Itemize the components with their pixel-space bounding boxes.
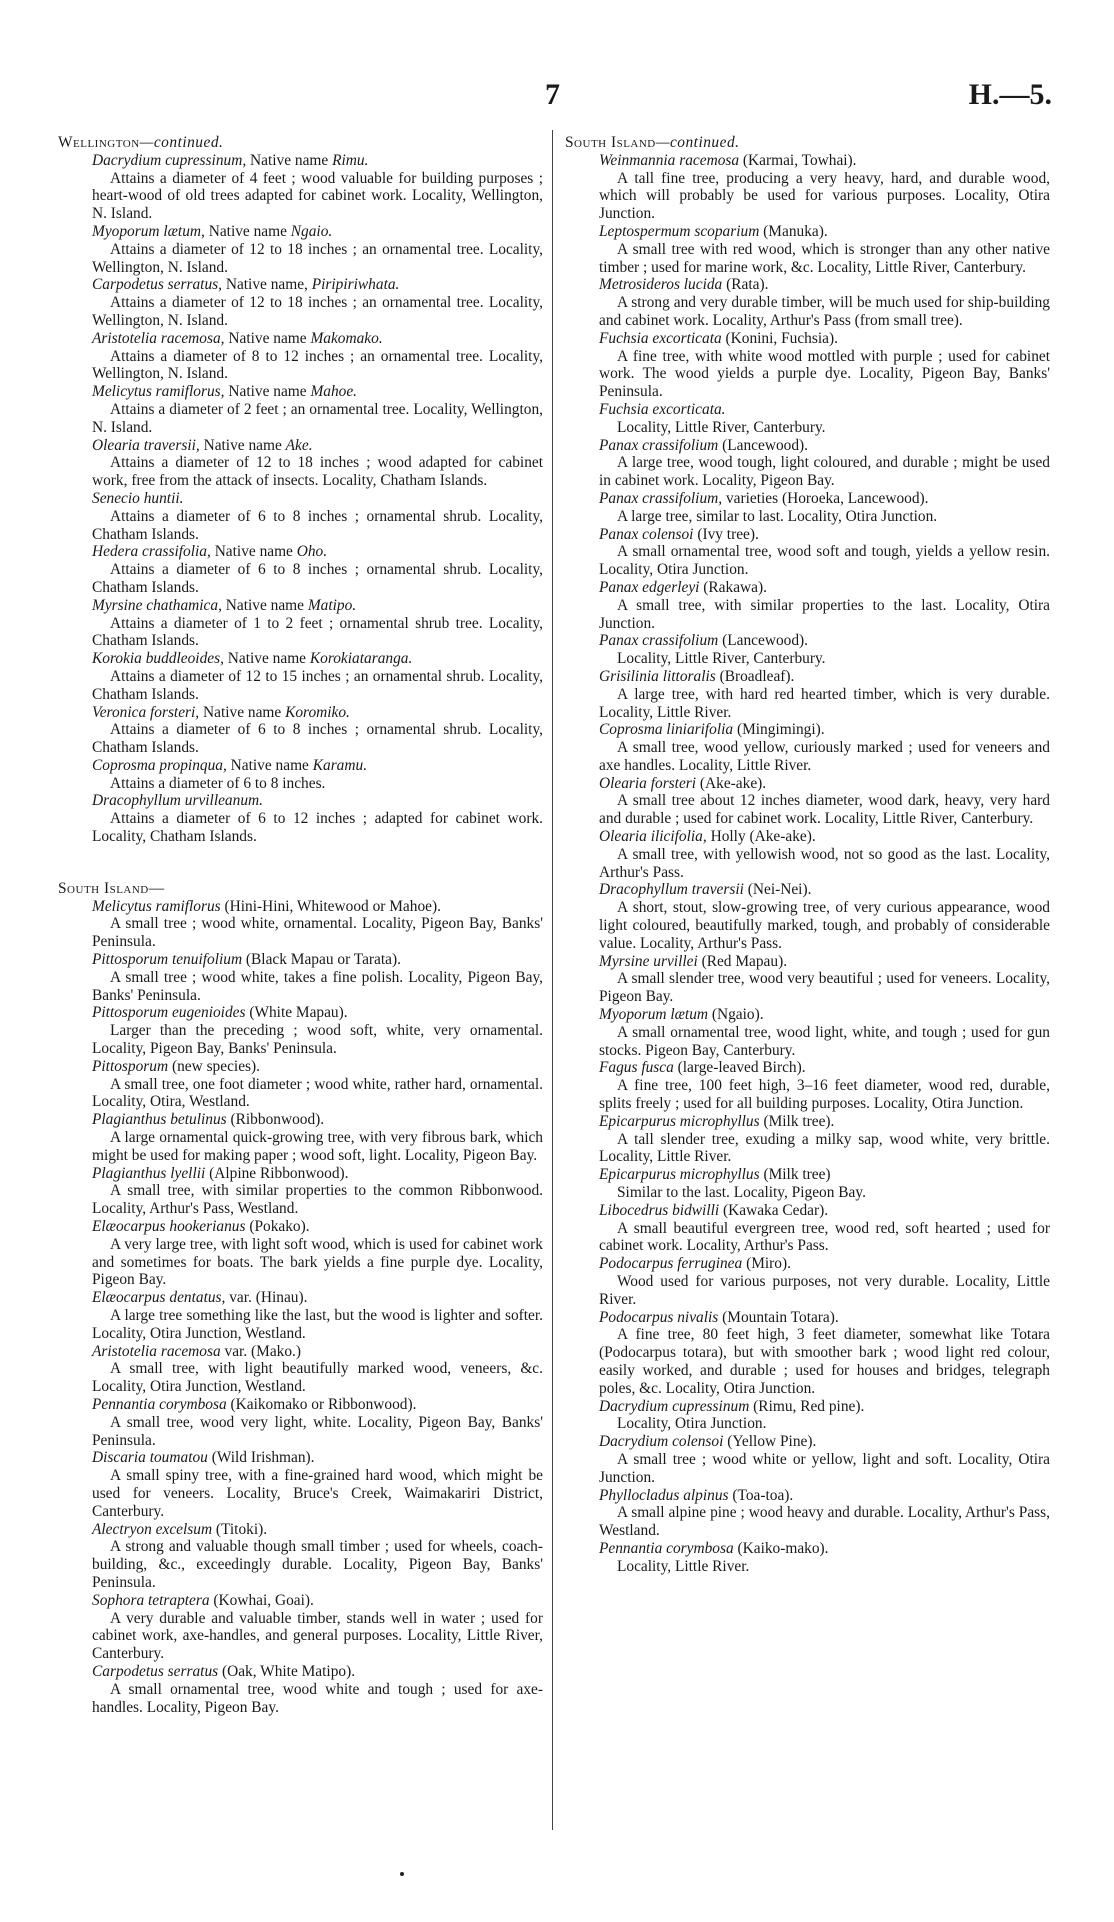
species-entry: [58, 543, 543, 596]
species-common-name: Native name: [246, 151, 333, 169]
species-native-name: Oho.: [296, 543, 328, 561]
species-latin-name: Pittosporum eugenioides: [92, 1004, 246, 1022]
species-native-name: Mahoe.: [310, 383, 358, 401]
species-latin-name: Elæocarpus dentatus,: [92, 1289, 226, 1307]
species-common-name: Native name,: [221, 276, 312, 294]
species-latin-name: Dacrydium cupressinum: [599, 1397, 750, 1415]
species-description: A small tree with red wood, which is stronger than any other native timber ; used for marine work, &c. Locality, Little River, Canterbury.: [599, 240, 1050, 276]
species-entry: [58, 1289, 543, 1342]
species-native-name: Matipo.: [307, 596, 357, 614]
species-name-line: [599, 632, 1050, 650]
species-common-name: Native name: [210, 543, 297, 561]
species-name-line: [599, 1006, 1050, 1024]
species-latin-name: Fuchsia excorticata: [599, 329, 722, 347]
species-entry: [565, 1433, 1050, 1486]
species-name-line: [92, 330, 543, 348]
species-latin-name: Weinmannia racemosa: [599, 151, 740, 169]
species-common-name: (Toa-toa).: [728, 1486, 794, 1504]
species-entry: [565, 1202, 1050, 1255]
species-description: A small ornamental tree, wood light, white, and tough ; used for gun stocks. Pigeon Bay, Canterbury.: [599, 1023, 1050, 1059]
species-description: Attains a diameter of 6 to 12 inches ; adapted for cabinet work. Locality, Chatham Islands.: [92, 810, 543, 846]
south-island-entries: [58, 898, 543, 1717]
species-description: Wood used for various purposes, not very durable. Locality, Little River.: [599, 1273, 1050, 1308]
species-entry: [58, 1663, 543, 1716]
species-latin-name: Pittosporum tenuifolium: [92, 951, 243, 969]
species-common-name: (Manuka).: [759, 222, 828, 240]
species-name-line: [92, 1004, 543, 1022]
species-common-name: (Konini, Fuchsia).: [721, 329, 838, 347]
species-latin-name: Fuchsia excorticata.: [599, 400, 726, 418]
species-name-line: [599, 881, 1050, 899]
species-description: Locality, Otira Junction.: [617, 1415, 767, 1433]
species-name-line: [599, 152, 1050, 170]
species-name-line: [92, 1165, 543, 1183]
species-common-name: Holly (Ake-ake).: [706, 828, 816, 846]
species-latin-name: Phyllocladus alpinus: [599, 1486, 729, 1504]
species-description: A small tree ; wood white, ornamental. Locality, Pigeon Bay, Banks' Peninsula.: [92, 915, 543, 951]
species-name-line: [599, 223, 1050, 241]
section-heading-south-island: South Island—: [58, 879, 165, 897]
species-name-line: [92, 757, 543, 775]
species-common-name: (Lancewood).: [718, 436, 809, 454]
species-common-name: (Nei-Nei).: [743, 881, 812, 899]
species-description: Attains a diameter of 12 to 18 inches ; wood adapted for cabinet work, free from the attack of insects. Locality, Chatham Islands.: [92, 454, 543, 490]
species-common-name: (Broadleaf).: [715, 667, 795, 685]
species-common-name: (Ribbonwood).: [226, 1111, 325, 1129]
species-native-name: Ake.: [285, 436, 313, 454]
species-name-line: [599, 276, 1050, 294]
species-common-name: (Rata).: [722, 276, 769, 294]
species-description: A small tree, with light beautifully marked wood, veneers, &c. Locality, Otira Junction, Westland.: [92, 1360, 543, 1396]
species-common-name: Native name: [223, 650, 310, 668]
species-description: A large tree something like the last, but the wood is lighter and softer. Locality, Otira Junction, Westland.: [92, 1307, 543, 1342]
species-description: Attains a diameter of 6 to 8 inches ; ornamental shrub. Locality, Chatham Islands.: [92, 561, 543, 596]
species-entry: [58, 437, 543, 490]
species-description: A small tree, wood yellow, curiously marked ; used for veneers and axe handles. Locality, Little River.: [599, 739, 1050, 774]
species-name-line: [92, 650, 543, 668]
species-common-name: (Titoki).: [212, 1520, 268, 1538]
species-description: Locality, Little River, Canterbury.: [617, 418, 826, 436]
species-name-line: [92, 1396, 543, 1414]
species-name-line: [599, 1433, 1050, 1451]
species-entry: [565, 1540, 1050, 1576]
species-common-name: var. (Mako.): [220, 1342, 302, 1360]
species-latin-name: Plagianthus lyellii: [92, 1164, 206, 1182]
species-description: A small ornamental tree, wood soft and tough, yields a yellow resin. Locality, Otira Junction.: [599, 543, 1050, 579]
species-latin-name: Carpodetus serratus,: [92, 276, 222, 294]
species-latin-name: Panax colensoi: [599, 525, 694, 543]
species-common-name: (Hini-Hini, Whitewood or Mahoe).: [220, 897, 441, 915]
species-latin-name: Olearia forsteri: [599, 774, 697, 792]
species-latin-name: Dacrydium colensoi: [599, 1433, 724, 1451]
species-entry: [58, 597, 543, 650]
species-common-name: (Rimu, Red pine).: [749, 1397, 865, 1415]
species-name-line: [599, 526, 1050, 544]
species-latin-name: Dracophyllum traversii: [599, 881, 744, 899]
species-name-line: [92, 1289, 543, 1307]
species-entry: [58, 383, 543, 436]
species-entry: [58, 330, 543, 383]
species-entry: [58, 704, 543, 757]
species-entry: [58, 1218, 543, 1289]
species-entry: [565, 1255, 1050, 1308]
species-latin-name: Dacrydium cupressinum,: [92, 151, 247, 169]
species-name-line: [92, 383, 543, 401]
species-name-line: [92, 543, 543, 561]
species-description: Attains a diameter of 12 to 18 inches ; an ornamental tree. Locality, Wellington, N. Island.: [92, 240, 543, 276]
species-common-name: (Milk tree): [759, 1166, 831, 1184]
species-latin-name: Panax edgerleyi: [599, 578, 700, 596]
section-heading-south-island-continued: South Island—continued.: [565, 134, 740, 151]
species-description: A small tree, one foot diameter ; wood white, rather hard, ornamental. Locality, Otira, Westland.: [92, 1075, 543, 1111]
species-entry: [565, 223, 1050, 276]
species-entry: [565, 1006, 1050, 1059]
species-entry: [565, 437, 1050, 490]
species-name-line: [92, 1449, 543, 1467]
species-latin-name: Pittosporum: [92, 1057, 169, 1075]
species-description: A small tree ; wood white, takes a fine polish. Locality, Pigeon Bay, Banks' Peninsula.: [92, 968, 543, 1004]
species-description: A very durable and valuable timber, stands well in water ; used for cabinet work, axe-handles, and general purposes. Locality, Little River, Canterbury.: [92, 1609, 543, 1663]
species-latin-name: Senecio huntii.: [92, 489, 184, 507]
species-common-name: (Yellow Pine).: [723, 1433, 817, 1451]
species-entry: [58, 757, 543, 793]
species-common-name: Native name: [224, 329, 311, 347]
species-native-name: Korokiataranga.: [309, 650, 413, 668]
species-description: A large tree, wood tough, light coloured, and durable ; might be used in cabinet work. Locality, Pigeon Bay.: [599, 454, 1050, 490]
species-name-line: [599, 1113, 1050, 1131]
species-entry: [565, 1309, 1050, 1398]
species-native-name: Karamu.: [312, 756, 368, 774]
species-name-line: [599, 579, 1050, 597]
species-common-name: (Miro).: [742, 1255, 791, 1273]
species-latin-name: Olearia ilicifolia,: [599, 828, 707, 846]
species-description: A small tree, wood very light, white. Locality, Pigeon Bay, Banks' Peninsula.: [92, 1413, 543, 1449]
species-description: A large tree, with hard red hearted timber, which is very durable. Locality, Little River.: [599, 685, 1050, 721]
species-name-line: [599, 775, 1050, 793]
species-native-name: Koromiko.: [285, 703, 350, 721]
species-name-line: [599, 953, 1050, 971]
species-common-name: (Red Mapau).: [697, 952, 788, 970]
species-entry: [565, 632, 1050, 668]
species-latin-name: Elæocarpus hookerianus: [92, 1218, 246, 1236]
species-name-line: [599, 330, 1050, 348]
page-number: 7: [545, 78, 560, 111]
species-latin-name: Metrosideros lucida: [599, 276, 723, 294]
species-name-line: [92, 1592, 543, 1610]
species-common-name: Native name: [199, 436, 286, 454]
species-name-line: [599, 828, 1050, 846]
species-common-name: (Ivy tree).: [693, 525, 759, 543]
species-description: A small tree, with similar properties to the last. Locality, Otira Junction.: [599, 596, 1050, 632]
species-entry: [565, 1487, 1050, 1540]
species-description: A very large tree, with light soft wood, which is used for cabinet work and sometimes for boats. The bark yields a fine purple dye. Locality, Pigeon Bay.: [92, 1235, 543, 1289]
species-entry: [565, 775, 1050, 828]
species-description: Attains a diameter of 6 to 8 inches ; ornamental shrub. Locality, Chatham Islands.: [92, 507, 543, 543]
species-entry: [58, 1449, 543, 1520]
species-common-name: (Kaiko-mako).: [733, 1539, 829, 1557]
species-latin-name: Myrsine urvillei: [599, 952, 698, 970]
species-entry: [565, 1113, 1050, 1166]
species-name-line: [599, 1166, 1050, 1184]
species-common-name: (Mountain Totara).: [718, 1308, 839, 1326]
species-common-name: (Alpine Ribbonwood).: [205, 1164, 349, 1182]
species-name-line: [92, 276, 543, 294]
species-name-line: [599, 490, 1050, 508]
species-latin-name: Leptospermum scoparium: [599, 222, 760, 240]
left-column: [58, 134, 543, 1716]
document-reference: H.—5.: [968, 78, 1052, 111]
species-native-name: Rimu.: [332, 151, 369, 169]
species-latin-name: Dracophyllum urvilleanum.: [92, 792, 263, 810]
species-name-line: [599, 1398, 1050, 1416]
species-description: A small tree ; wood white or yellow, light and soft. Locality, Otira Junction.: [599, 1450, 1050, 1486]
species-native-name: Piripiriwhata.: [311, 276, 400, 294]
species-common-name: (Lancewood).: [718, 632, 809, 650]
species-description: Attains a diameter of 12 to 15 inches ; an ornamental shrub. Locality, Chatham Islands.: [92, 667, 543, 703]
species-name-line: [92, 1521, 543, 1539]
species-description: Attains a diameter of 4 feet ; wood valuable for building purposes ; heart-wood of old trees adapted for cabinet work. Locality, Wellington, N. Island.: [92, 169, 543, 223]
species-entry: [565, 953, 1050, 1006]
species-description: A tall fine tree, producing a very heavy, hard, and durable wood, which will probably be used for various purposes. Locality, Otira Junction.: [599, 169, 1050, 223]
species-latin-name: Aristotelia racemosa: [92, 1342, 221, 1360]
species-common-name: Native name: [224, 383, 311, 401]
species-name-line: [92, 1111, 543, 1129]
species-entry: [58, 650, 543, 703]
species-latin-name: Grisilinia littoralis: [599, 667, 716, 685]
species-entry: [565, 401, 1050, 437]
species-entry: [565, 579, 1050, 632]
right-column: [565, 134, 1050, 1576]
species-latin-name: Coprosma propinqua,: [92, 756, 227, 774]
species-latin-name: Veronica forsteri,: [92, 703, 200, 721]
species-description: A small tree about 12 inches diameter, wood dark, heavy, very hard and durable ; used for cabinet work. Locality, Little River, Canterbury.: [599, 792, 1050, 828]
species-description: A small tree, with similar properties to the common Ribbonwood. Locality, Arthur's Pass, Westland.: [92, 1182, 543, 1218]
species-native-name: Makomako.: [310, 329, 383, 347]
species-latin-name: Pennantia corymbosa: [92, 1395, 227, 1413]
wellington-entries: [58, 152, 543, 846]
south-island-continued-entries: [565, 152, 1050, 1576]
species-latin-name: Olearia traversii,: [92, 436, 200, 454]
species-name-line: [599, 1540, 1050, 1558]
species-latin-name: Podocarpus ferruginea: [599, 1255, 743, 1273]
species-latin-name: Myoporum lætum: [599, 1006, 709, 1024]
species-latin-name: Discaria toumatou: [92, 1449, 208, 1467]
species-description: Similar to the last. Locality, Pigeon Bay.: [617, 1184, 866, 1202]
species-latin-name: Myrsine chathamica,: [92, 596, 222, 614]
species-name-line: [92, 1218, 543, 1236]
species-entry: [565, 1059, 1050, 1112]
species-entry: [565, 152, 1050, 223]
species-name-line: [92, 490, 543, 508]
species-common-name: varieties (Horoeka, Lancewood).: [722, 489, 929, 507]
species-latin-name: Podocarpus nivalis: [599, 1308, 719, 1326]
species-name-line: [599, 721, 1050, 739]
species-description: A small ornamental tree, wood white and tough ; used for axe-handles. Locality, Pigeon Bay.: [92, 1680, 543, 1716]
species-name-line: [599, 1059, 1050, 1077]
species-description: Attains a diameter of 8 to 12 inches ; an ornamental tree. Locality, Wellington, N. Island.: [92, 347, 543, 383]
species-common-name: (Karmai, Towhai).: [739, 151, 857, 169]
species-common-name: (Kawaka Cedar).: [719, 1201, 829, 1219]
species-latin-name: Panax crassifolium: [599, 436, 719, 454]
species-latin-name: Aristotelia racemosa,: [92, 329, 225, 347]
species-latin-name: Melicytus ramiflorus: [92, 897, 221, 915]
species-entry: [58, 1111, 543, 1164]
species-common-name: (White Mapau).: [245, 1004, 348, 1022]
species-entry: [565, 1166, 1050, 1202]
species-common-name: (large-leaved Birch).: [673, 1059, 806, 1077]
printers-mark: [400, 1872, 404, 1876]
species-name-line: [599, 1487, 1050, 1505]
species-entry: [58, 223, 543, 276]
species-name-line: [92, 223, 543, 241]
species-entry: [58, 1592, 543, 1663]
species-name-line: [92, 1343, 543, 1361]
species-common-name: Native name: [199, 703, 286, 721]
species-entry: [565, 330, 1050, 401]
species-entry: [58, 1396, 543, 1449]
species-common-name: (Black Mapau or Tarata).: [242, 951, 401, 969]
species-entry: [58, 152, 543, 223]
species-entry: [565, 828, 1050, 881]
species-latin-name: Hedera crassifolia,: [92, 543, 211, 561]
species-entry: [58, 1004, 543, 1057]
species-description: A fine tree, 80 feet high, 3 feet diameter, somewhat like Totara (Podocarpus totara), but with smoother bark ; wood light red colour, easily worked, and durable ; used for houses and bridges, telegraph poles, &c. Locality, Otira Junction.: [599, 1326, 1050, 1397]
species-description: A small slender tree, wood very beautiful ; used for veneers. Locality, Pigeon Bay.: [599, 970, 1050, 1006]
species-name-line: [92, 704, 543, 722]
species-description: Larger than the preceding ; wood soft, white, very ornamental. Locality, Pigeon Bay, Banks' Peninsula.: [92, 1022, 543, 1058]
species-name-line: [92, 898, 543, 916]
species-name-line: [599, 437, 1050, 455]
species-description: A large tree, similar to last. Locality, Otira Junction.: [617, 507, 938, 525]
species-name-line: [599, 1309, 1050, 1327]
section-heading-wellington: Wellington—continued.: [58, 134, 224, 151]
species-latin-name: Epicarpurus microphyllus: [599, 1112, 760, 1130]
species-entry: [58, 1165, 543, 1218]
species-native-name: Ngaio.: [290, 222, 333, 240]
species-latin-name: Korokia buddleoides,: [92, 650, 224, 668]
species-description: Attains a diameter of 1 to 2 feet ; ornamental shrub tree. Locality, Chatham Islands.: [92, 614, 543, 650]
species-name-line: [92, 152, 543, 170]
species-entry: [565, 1398, 1050, 1434]
species-name-line: [599, 1255, 1050, 1273]
species-entry: [58, 276, 543, 329]
species-description: A small tree, with yellowish wood, not so good as the last. Locality, Arthur's Pass.: [599, 845, 1050, 881]
species-name-line: [599, 1202, 1050, 1220]
species-common-name: (new species).: [168, 1057, 260, 1075]
species-name-line: [92, 1058, 543, 1076]
species-common-name: (Kowhai, Goai).: [209, 1591, 314, 1609]
species-description: A small beautiful evergreen tree, wood red, soft hearted ; used for cabinet work. Locality, Arthur's Pass.: [599, 1219, 1050, 1255]
species-name-line: [599, 401, 1050, 419]
species-description: Locality, Little River.: [617, 1557, 750, 1575]
species-common-name: (Ake-ake).: [696, 774, 767, 792]
species-entry: [565, 276, 1050, 329]
species-description: A strong and very durable timber, will be much used for ship-building and cabinet work. Locality, Arthur's Pass (from small tree).: [599, 294, 1050, 329]
species-common-name: Native name: [204, 222, 291, 240]
species-description: A small alpine pine ; wood heavy and durable. Locality, Arthur's Pass, Westland.: [599, 1504, 1050, 1540]
species-entry: [58, 490, 543, 543]
species-entry: [58, 792, 543, 845]
species-latin-name: Melicytus ramiflorus,: [92, 383, 225, 401]
species-entry: [58, 1058, 543, 1111]
species-description: A small spiny tree, with a fine-grained hard wood, which might be used for veneers. Locality, Bruce's Creek, Waimakariri District, Canterbury.: [92, 1467, 543, 1520]
species-entry: [58, 898, 543, 951]
species-entry: [58, 951, 543, 1004]
species-latin-name: Libocedrus bidwilli: [599, 1201, 720, 1219]
species-description: A strong and valuable though small timber ; used for wheels, coach-building, &c., exceedingly durable. Locality, Pigeon Bay, Banks' Peninsula.: [92, 1538, 543, 1591]
species-latin-name: Coprosma liniarifolia: [599, 721, 734, 739]
species-description: Attains a diameter of 12 to 18 inches ; an ornamental tree. Locality, Wellington, N. Island.: [92, 294, 543, 329]
species-name-line: [92, 792, 543, 810]
species-name-line: [92, 1663, 543, 1681]
species-common-name: (Ngaio).: [708, 1006, 764, 1024]
species-common-name: (Rakawa).: [699, 578, 767, 596]
species-latin-name: Plagianthus betulinus: [92, 1111, 227, 1129]
species-entry: [565, 881, 1050, 952]
species-entry: [58, 1521, 543, 1592]
species-latin-name: Sophora tetraptera: [92, 1591, 210, 1609]
species-entry: [58, 1343, 543, 1396]
species-latin-name: Epicarpurus microphyllus: [599, 1166, 760, 1184]
species-common-name: (Milk tree).: [759, 1112, 835, 1130]
species-description: A fine tree, 100 feet high, 3–16 feet diameter, wood red, durable, splits freely ; used for all building purposes. Locality, Otira Junction.: [599, 1077, 1050, 1113]
species-description: A fine tree, with white wood mottled with purple ; used for cabinet work. The wood yields a purple dye. Locality, Pigeon Bay, Banks' Peninsula.: [599, 347, 1050, 401]
species-name-line: [599, 668, 1050, 686]
species-description: A tall slender tree, exuding a milky sap, wood white, very brittle. Locality, Little River.: [599, 1130, 1050, 1166]
species-description: Attains a diameter of 6 to 8 inches ; ornamental shrub. Locality, Chatham Islands.: [92, 721, 543, 757]
species-entry: [565, 668, 1050, 721]
species-common-name: Native name: [221, 596, 308, 614]
species-name-line: [92, 951, 543, 969]
species-latin-name: Myoporum lætum,: [92, 222, 205, 240]
species-entry: [565, 526, 1050, 579]
species-entry: [565, 490, 1050, 526]
species-common-name: (Wild Irishman).: [207, 1449, 315, 1467]
species-common-name: (Mingimingi).: [733, 721, 825, 739]
species-name-line: [92, 437, 543, 455]
species-common-name: (Oak, White Matipo).: [218, 1662, 356, 1680]
species-name-line: [92, 597, 543, 615]
species-latin-name: Carpodetus serratus: [92, 1662, 219, 1680]
species-description: A large ornamental quick-growing tree, with very fibrous bark, which might be used for making paper ; wood soft, light. Locality, Pigeon Bay.: [92, 1129, 543, 1164]
species-latin-name: Alectryon excelsum: [92, 1520, 213, 1538]
species-latin-name: Fagus fusca: [599, 1059, 674, 1077]
species-latin-name: Pennantia corymbosa: [599, 1539, 734, 1557]
species-latin-name: Panax crassifolium: [599, 632, 719, 650]
species-latin-name: Panax crassifolium,: [599, 489, 723, 507]
species-description: Attains a diameter of 6 to 8 inches.: [110, 774, 326, 792]
species-common-name: (Pokako).: [245, 1218, 310, 1236]
species-description: A short, stout, slow-growing tree, of very curious appearance, wood light coloured, beautifully marked, tough, and probably of considerable value. Locality, Arthur's Pass.: [599, 899, 1050, 952]
species-description: Attains a diameter of 2 feet ; an ornamental tree. Locality, Wellington, N. Island.: [92, 400, 543, 436]
species-common-name: (Kaikomako or Ribbonwood).: [226, 1395, 417, 1413]
species-common-name: var. (Hinau).: [225, 1289, 308, 1307]
column-divider: [552, 130, 553, 1830]
species-entry: [565, 721, 1050, 774]
species-description: Locality, Little River, Canterbury.: [617, 650, 826, 668]
species-common-name: Native name: [226, 756, 313, 774]
